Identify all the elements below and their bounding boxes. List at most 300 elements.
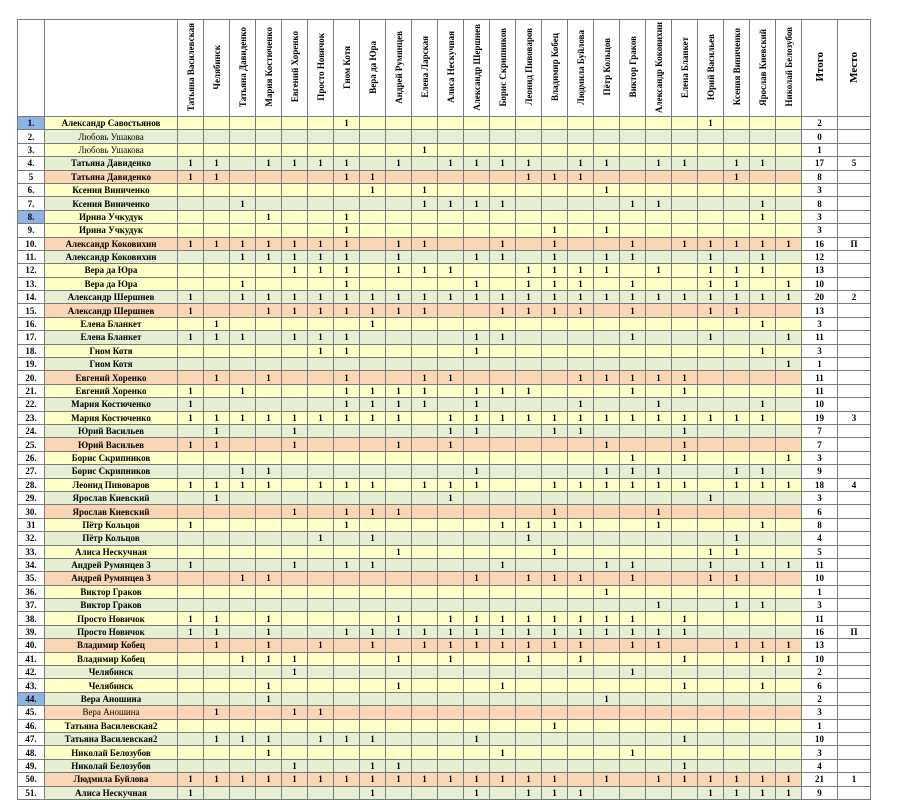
mark-cell: [438, 759, 464, 772]
mark-cell: [542, 183, 568, 196]
mark-cell: [438, 786, 464, 799]
mark-cell: [620, 143, 646, 156]
mark-cell: [620, 210, 646, 223]
mark-cell: [672, 250, 698, 263]
mark-cell: [776, 505, 802, 518]
mark-cell: [776, 224, 802, 237]
column-header-label: Владимир Кобец: [549, 32, 560, 101]
mark-cell: [750, 666, 776, 679]
row-number: 12.: [18, 264, 45, 277]
mark-cell: [542, 117, 568, 130]
mark-cell: [490, 599, 516, 612]
row-place: [838, 224, 871, 237]
mark-cell: [178, 465, 204, 478]
mark-cell: [386, 491, 412, 504]
mark-cell: [594, 451, 620, 464]
mark-cell: [698, 398, 724, 411]
mark-cell: [698, 732, 724, 745]
mark-cell: [724, 117, 750, 130]
mark-cell: [516, 666, 542, 679]
mark-cell: [776, 250, 802, 263]
mark-cell: [646, 117, 672, 130]
mark-cell: 1: [386, 759, 412, 772]
mark-cell: 1: [204, 732, 230, 745]
mark-cell: [698, 424, 724, 437]
mark-cell: 1: [282, 237, 308, 250]
row-total: 8: [802, 197, 838, 210]
total-header: [802, 20, 838, 117]
mark-cell: 1: [516, 532, 542, 545]
mark-cell: [542, 491, 568, 504]
mark-cell: 1: [178, 558, 204, 571]
mark-cell: [360, 451, 386, 464]
mark-cell: [256, 344, 282, 357]
mark-cell: [568, 438, 594, 451]
mark-cell: [308, 612, 334, 625]
mark-cell: [386, 478, 412, 491]
mark-cell: [204, 505, 230, 518]
mark-cell: 1: [204, 371, 230, 384]
mark-cell: [646, 451, 672, 464]
mark-cell: [412, 585, 438, 598]
mark-cell: [256, 143, 282, 156]
mark-cell: [724, 331, 750, 344]
mark-cell: 1: [256, 210, 282, 223]
mark-cell: [438, 666, 464, 679]
row-place: [838, 465, 871, 478]
mark-cell: [178, 572, 204, 585]
row-number: 18.: [18, 344, 45, 357]
row-number: 38.: [18, 612, 45, 625]
mark-cell: [360, 692, 386, 705]
mark-cell: 1: [750, 237, 776, 250]
mark-cell: [308, 183, 334, 196]
table-row: [18, 291, 871, 304]
table-row: [18, 183, 871, 196]
row-total: 1: [802, 143, 838, 156]
mark-cell: [178, 130, 204, 143]
mark-cell: [386, 358, 412, 371]
mark-cell: [256, 384, 282, 397]
column-header-label: Андрей Румянцев: [393, 30, 404, 104]
mark-cell: [360, 237, 386, 250]
mark-cell: [412, 210, 438, 223]
mark-cell: [672, 130, 698, 143]
mark-cell: [646, 331, 672, 344]
column-header-label: Алиса Нескучная: [445, 31, 456, 103]
mark-cell: 1: [490, 625, 516, 638]
mark-cell: [464, 117, 490, 130]
row-name: Ксения Виниченко: [45, 183, 178, 196]
row-name: Челябинск: [45, 679, 178, 692]
column-header: [386, 20, 412, 117]
mark-cell: 1: [386, 652, 412, 665]
mark-cell: [646, 585, 672, 598]
mark-cell: [464, 679, 490, 692]
mark-cell: [178, 732, 204, 745]
mark-cell: [360, 371, 386, 384]
table-row: [18, 130, 871, 143]
mark-cell: 1: [360, 532, 386, 545]
row-number: 48.: [18, 746, 45, 759]
mark-cell: [776, 117, 802, 130]
mark-cell: 1: [516, 411, 542, 424]
mark-cell: 1: [750, 518, 776, 531]
mark-cell: 1: [698, 117, 724, 130]
mark-cell: 1: [178, 157, 204, 170]
mark-cell: [360, 250, 386, 263]
row-name: Просто Новичок: [45, 612, 178, 625]
mark-cell: 1: [360, 786, 386, 799]
mark-cell: [698, 759, 724, 772]
mark-cell: 1: [620, 746, 646, 759]
mark-cell: [620, 786, 646, 799]
mark-cell: [724, 358, 750, 371]
mark-cell: [698, 157, 724, 170]
mark-cell: [412, 666, 438, 679]
column-header-label: Леонид Пивоваров: [523, 28, 534, 106]
row-total: 3: [802, 706, 838, 719]
mark-cell: [438, 143, 464, 156]
row-total: 9: [802, 786, 838, 799]
mark-cell: 1: [672, 612, 698, 625]
row-name: Мария Костюченко: [45, 411, 178, 424]
table-row: [18, 224, 871, 237]
mark-cell: 1: [568, 652, 594, 665]
mark-cell: [490, 732, 516, 745]
mark-cell: 1: [750, 599, 776, 612]
mark-cell: [750, 706, 776, 719]
mark-cell: [282, 197, 308, 210]
mark-cell: [620, 183, 646, 196]
mark-cell: 1: [360, 773, 386, 786]
mark-cell: [360, 518, 386, 531]
mark-cell: 1: [438, 625, 464, 638]
mark-cell: [516, 706, 542, 719]
table-row: [18, 157, 871, 170]
mark-cell: [308, 358, 334, 371]
mark-cell: [776, 304, 802, 317]
mark-cell: [334, 358, 360, 371]
mark-cell: 1: [230, 732, 256, 745]
mark-cell: 1: [776, 639, 802, 652]
mark-cell: [646, 210, 672, 223]
mark-cell: [724, 679, 750, 692]
mark-cell: 1: [464, 625, 490, 638]
mark-cell: [776, 197, 802, 210]
mark-cell: [776, 157, 802, 170]
row-place: 4: [838, 478, 871, 491]
mark-cell: [594, 599, 620, 612]
mark-cell: 1: [750, 465, 776, 478]
column-header-label: Александр Коковихин: [653, 21, 664, 113]
mark-cell: 1: [490, 291, 516, 304]
mark-cell: 1: [256, 639, 282, 652]
row-name: Андрей Румянцев 3: [45, 572, 178, 585]
mark-cell: [386, 183, 412, 196]
mark-cell: [204, 304, 230, 317]
mark-cell: [308, 491, 334, 504]
mark-cell: 1: [672, 291, 698, 304]
mark-cell: [256, 358, 282, 371]
mark-cell: [282, 692, 308, 705]
row-place: [838, 599, 871, 612]
mark-cell: [438, 706, 464, 719]
mark-cell: 1: [438, 424, 464, 437]
mark-cell: [412, 545, 438, 558]
row-place: [838, 692, 871, 705]
mark-cell: [256, 130, 282, 143]
mark-cell: [490, 344, 516, 357]
mark-cell: [334, 666, 360, 679]
mark-cell: [230, 358, 256, 371]
mark-cell: 1: [490, 384, 516, 397]
mark-cell: [672, 197, 698, 210]
mark-cell: [334, 652, 360, 665]
mark-cell: [204, 679, 230, 692]
mark-cell: 1: [672, 732, 698, 745]
table-row: [18, 518, 871, 531]
mark-cell: [750, 572, 776, 585]
mark-cell: 1: [334, 331, 360, 344]
mark-cell: [594, 572, 620, 585]
mark-cell: [334, 572, 360, 585]
mark-cell: [672, 532, 698, 545]
row-place: [838, 317, 871, 330]
mark-cell: 1: [412, 197, 438, 210]
mark-cell: [360, 746, 386, 759]
mark-cell: [464, 130, 490, 143]
mark-cell: [776, 572, 802, 585]
mark-cell: 1: [438, 652, 464, 665]
row-place: 3: [838, 411, 871, 424]
mark-cell: 1: [386, 505, 412, 518]
mark-cell: [230, 612, 256, 625]
mark-cell: [178, 210, 204, 223]
mark-cell: [490, 478, 516, 491]
mark-cell: 1: [594, 625, 620, 638]
mark-cell: [698, 358, 724, 371]
mark-cell: [516, 478, 542, 491]
row-number: 42.: [18, 666, 45, 679]
mark-cell: [516, 719, 542, 732]
mark-cell: 1: [438, 612, 464, 625]
mark-cell: [672, 491, 698, 504]
mark-cell: [178, 451, 204, 464]
mark-cell: [334, 786, 360, 799]
mark-cell: [230, 599, 256, 612]
mark-cell: [360, 545, 386, 558]
row-name: Людмила Буйлова: [45, 773, 178, 786]
mark-cell: [178, 358, 204, 371]
mark-cell: [516, 692, 542, 705]
table-row: [18, 585, 871, 598]
mark-cell: 1: [412, 291, 438, 304]
mark-cell: 1: [542, 237, 568, 250]
mark-cell: [412, 558, 438, 571]
mark-cell: 1: [464, 344, 490, 357]
mark-cell: [594, 210, 620, 223]
row-number: 50.: [18, 773, 45, 786]
mark-cell: [178, 491, 204, 504]
mark-cell: [464, 558, 490, 571]
mark-cell: 1: [204, 773, 230, 786]
mark-cell: [464, 746, 490, 759]
mark-cell: [204, 250, 230, 263]
mark-cell: [334, 692, 360, 705]
table-row: [18, 746, 871, 759]
mark-cell: 1: [490, 304, 516, 317]
mark-cell: 1: [204, 491, 230, 504]
mark-cell: 1: [360, 398, 386, 411]
mark-cell: [282, 398, 308, 411]
mark-cell: [438, 210, 464, 223]
mark-cell: [646, 130, 672, 143]
mark-cell: 1: [724, 264, 750, 277]
mark-cell: 1: [464, 197, 490, 210]
mark-cell: [490, 786, 516, 799]
mark-cell: [204, 572, 230, 585]
row-place: [838, 250, 871, 263]
mark-cell: [204, 786, 230, 799]
mark-cell: 1: [672, 157, 698, 170]
mark-cell: [646, 759, 672, 772]
mark-cell: [230, 438, 256, 451]
mark-cell: [438, 398, 464, 411]
mark-cell: [776, 183, 802, 196]
mark-cell: [724, 183, 750, 196]
mark-cell: [334, 545, 360, 558]
mark-cell: 1: [464, 773, 490, 786]
mark-cell: [334, 639, 360, 652]
mark-cell: [230, 532, 256, 545]
mark-cell: 1: [594, 183, 620, 196]
mark-cell: [386, 585, 412, 598]
row-place: [838, 371, 871, 384]
row-name: Вера Аношина: [45, 692, 178, 705]
column-header-label: Ксения Виниченко: [731, 28, 742, 106]
mark-cell: [490, 438, 516, 451]
mark-cell: [490, 491, 516, 504]
row-place: [838, 358, 871, 371]
mark-cell: [542, 331, 568, 344]
mark-cell: [750, 625, 776, 638]
results-table: [17, 19, 871, 800]
table-row: [18, 210, 871, 223]
table-row: [18, 197, 871, 210]
mark-cell: [256, 585, 282, 598]
mark-cell: [776, 612, 802, 625]
mark-cell: [230, 304, 256, 317]
row-place: [838, 197, 871, 210]
mark-cell: [464, 666, 490, 679]
mark-cell: [776, 210, 802, 223]
row-total: 13: [802, 639, 838, 652]
mark-cell: 1: [334, 304, 360, 317]
mark-cell: 1: [594, 438, 620, 451]
mark-cell: 1: [620, 558, 646, 571]
header-row: [18, 20, 871, 117]
mark-cell: [672, 344, 698, 357]
mark-cell: 1: [360, 291, 386, 304]
mark-cell: [724, 666, 750, 679]
mark-cell: 1: [672, 679, 698, 692]
mark-cell: [542, 679, 568, 692]
row-number: 9.: [18, 224, 45, 237]
mark-cell: [724, 706, 750, 719]
mark-cell: 1: [204, 478, 230, 491]
mark-cell: 1: [750, 411, 776, 424]
column-header: [334, 20, 360, 117]
mark-cell: [776, 411, 802, 424]
row-place: [838, 170, 871, 183]
mark-cell: [542, 157, 568, 170]
mark-cell: 1: [490, 197, 516, 210]
mark-cell: [334, 451, 360, 464]
mark-cell: [724, 224, 750, 237]
mark-cell: [776, 438, 802, 451]
mark-cell: [386, 572, 412, 585]
mark-cell: [594, 317, 620, 330]
mark-cell: 1: [308, 264, 334, 277]
mark-cell: [386, 786, 412, 799]
mark-cell: [594, 170, 620, 183]
mark-cell: 1: [568, 291, 594, 304]
mark-cell: 1: [776, 237, 802, 250]
row-number: 4.: [18, 157, 45, 170]
mark-cell: [516, 358, 542, 371]
mark-cell: [308, 451, 334, 464]
mark-cell: 1: [438, 264, 464, 277]
row-number: 43.: [18, 679, 45, 692]
mark-cell: [204, 692, 230, 705]
mark-cell: [360, 585, 386, 598]
table-row: [18, 331, 871, 344]
row-name: Татьяна Василевская2: [45, 732, 178, 745]
table-row: [18, 304, 871, 317]
mark-cell: 1: [672, 371, 698, 384]
mark-cell: [620, 117, 646, 130]
mark-cell: 1: [672, 759, 698, 772]
mark-cell: 1: [620, 304, 646, 317]
mark-cell: [386, 558, 412, 571]
mark-cell: [542, 384, 568, 397]
mark-cell: [594, 344, 620, 357]
row-number: 13.: [18, 277, 45, 290]
mark-cell: 1: [464, 331, 490, 344]
row-number: 20.: [18, 371, 45, 384]
row-place: [838, 639, 871, 652]
mark-cell: [568, 384, 594, 397]
mark-cell: 1: [542, 625, 568, 638]
row-number: 46.: [18, 719, 45, 732]
mark-cell: [490, 170, 516, 183]
row-number: 16.: [18, 317, 45, 330]
mark-cell: [438, 344, 464, 357]
mark-cell: [386, 639, 412, 652]
row-name: Ирина Учкудук: [45, 210, 178, 223]
mark-cell: [308, 197, 334, 210]
mark-cell: [646, 317, 672, 330]
mark-cell: [282, 732, 308, 745]
mark-cell: 1: [490, 250, 516, 263]
mark-cell: [308, 572, 334, 585]
mark-cell: 1: [776, 652, 802, 665]
mark-cell: [438, 224, 464, 237]
mark-cell: [672, 666, 698, 679]
mark-cell: 1: [568, 612, 594, 625]
mark-cell: [438, 545, 464, 558]
